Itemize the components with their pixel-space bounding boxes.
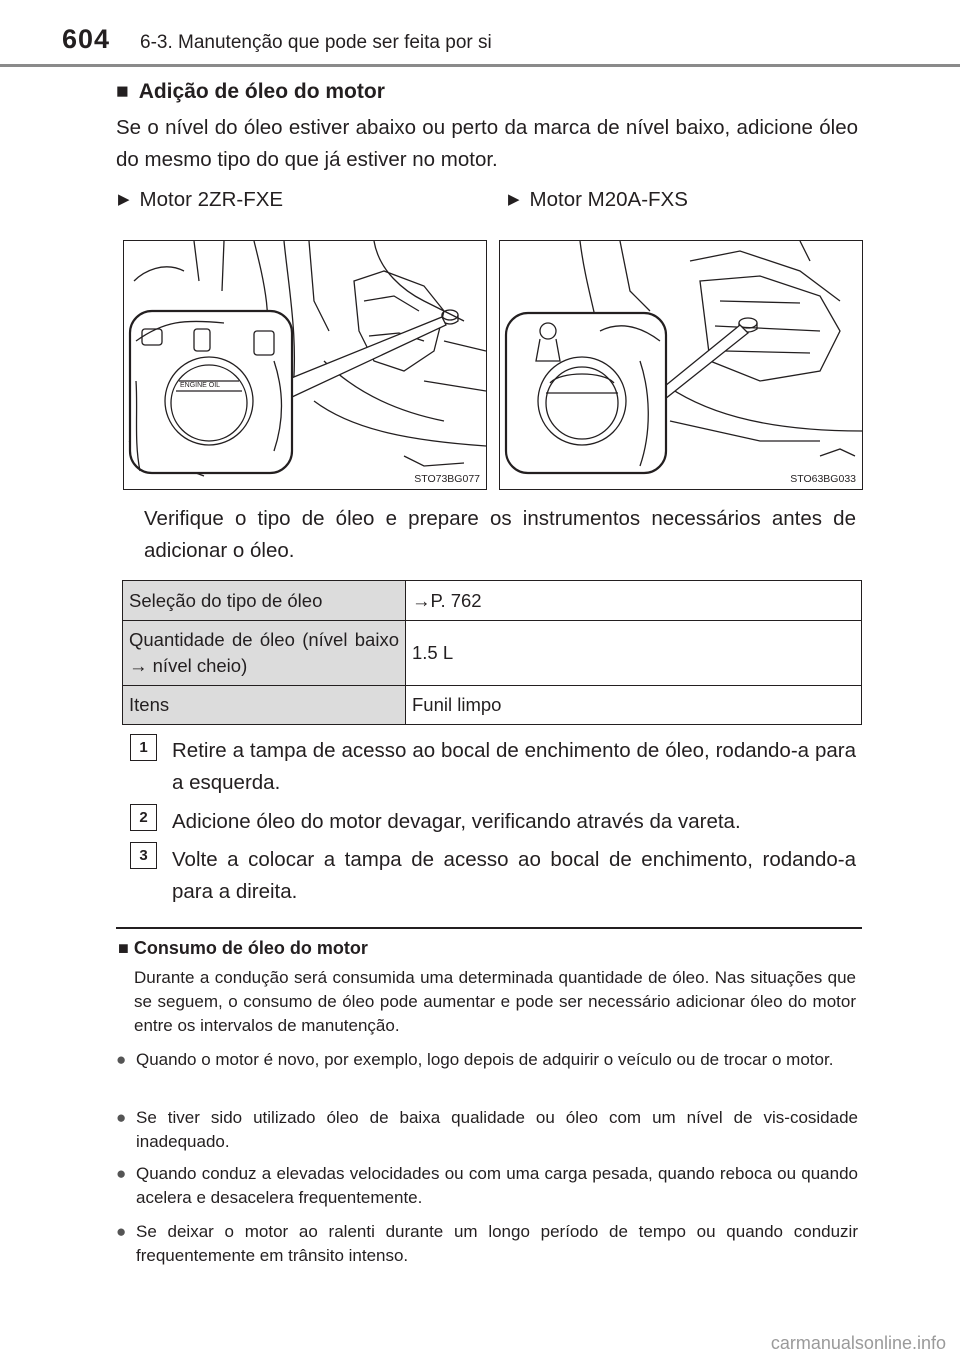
step-number-2: 2 xyxy=(130,804,157,831)
figure-code-right: STO63BG033 xyxy=(790,473,856,485)
table-value: Funil limpo xyxy=(406,686,862,725)
header-rule xyxy=(0,64,960,67)
page-number: 604 xyxy=(62,24,111,54)
circle-bullet-icon: ● xyxy=(116,1222,127,1241)
table-label: Seleção do tipo de óleo xyxy=(123,581,406,621)
consumption-paragraph: Durante a condução será consumida uma determinada quantidade de óleo. Nas situações que se seguem, o consumo de óleo pode aumentar e pode ser necessário adicionar óleo do motor entre os intervalos de manutenção. xyxy=(134,968,856,1035)
step-text-1: Retire a tampa de acesso ao bocal de enchimento de óleo, rodando-a para a esquerda. xyxy=(172,739,856,794)
figure-label-right: ▶ Motor M20A-FXS xyxy=(508,188,688,211)
circle-bullet-icon: ● xyxy=(116,1164,127,1183)
watermark: carmanualsonline.info xyxy=(770,1333,946,1353)
table-row xyxy=(123,581,862,621)
triangle-right-icon: ▶ xyxy=(118,191,130,208)
spec-table xyxy=(122,580,862,725)
intro-paragraph: Se o nível do óleo estiver abaixo ou perto da marca de nível baixo, adicione óleo do mesmo tipo do que já estiver no motor. xyxy=(116,116,858,171)
engine-illustration-2zr xyxy=(123,240,487,490)
step-number-1: 1 xyxy=(130,734,157,761)
table-label: Quantidade de óleo (nível baixo → nível cheio) xyxy=(123,621,406,686)
section-title: Adição de óleo do motor xyxy=(138,80,385,103)
circle-bullet-icon: ● xyxy=(116,1108,127,1127)
square-bullet-icon: ■ xyxy=(118,938,129,958)
table-value: →P. 762 xyxy=(406,581,862,621)
cap-label-text: ENGINE OIL xyxy=(180,382,221,389)
engine-2zr-drawing xyxy=(124,241,486,489)
engine-illustration-m20a xyxy=(499,240,863,490)
section-heading xyxy=(116,80,385,104)
figure-label-left: ▶ Motor 2ZR-FXE xyxy=(118,188,284,211)
table-label: Itens xyxy=(123,686,406,725)
table-value: 1.5 L xyxy=(406,621,862,686)
step-number-3: 3 xyxy=(130,842,157,869)
step-text-3: Volte a colocar a tampa de acesso ao bocal de enchimento, rodando-a para a direita. xyxy=(172,848,856,903)
header-title: 6-3. Manutenção que pode ser feita por si xyxy=(140,32,492,53)
figure-code-left: STO73BG077 xyxy=(414,473,480,485)
section-divider xyxy=(116,927,862,929)
triangle-right-icon: ▶ xyxy=(508,191,520,208)
engine-m20a-drawing xyxy=(500,241,862,489)
check-paragraph: Verifique o tipo de óleo e prepare os instrumentos necessários antes de adicionar o óleo. xyxy=(144,507,856,562)
table-row xyxy=(123,621,862,686)
circle-bullet-icon: ● xyxy=(116,1050,127,1069)
table-row xyxy=(123,686,862,725)
square-bullet-icon: ■ xyxy=(116,80,129,103)
consumption-heading: ■ Consumo de óleo do motor xyxy=(118,938,368,958)
step-text-2: Adicione óleo do motor devagar, verificando através da vareta. xyxy=(172,810,741,833)
